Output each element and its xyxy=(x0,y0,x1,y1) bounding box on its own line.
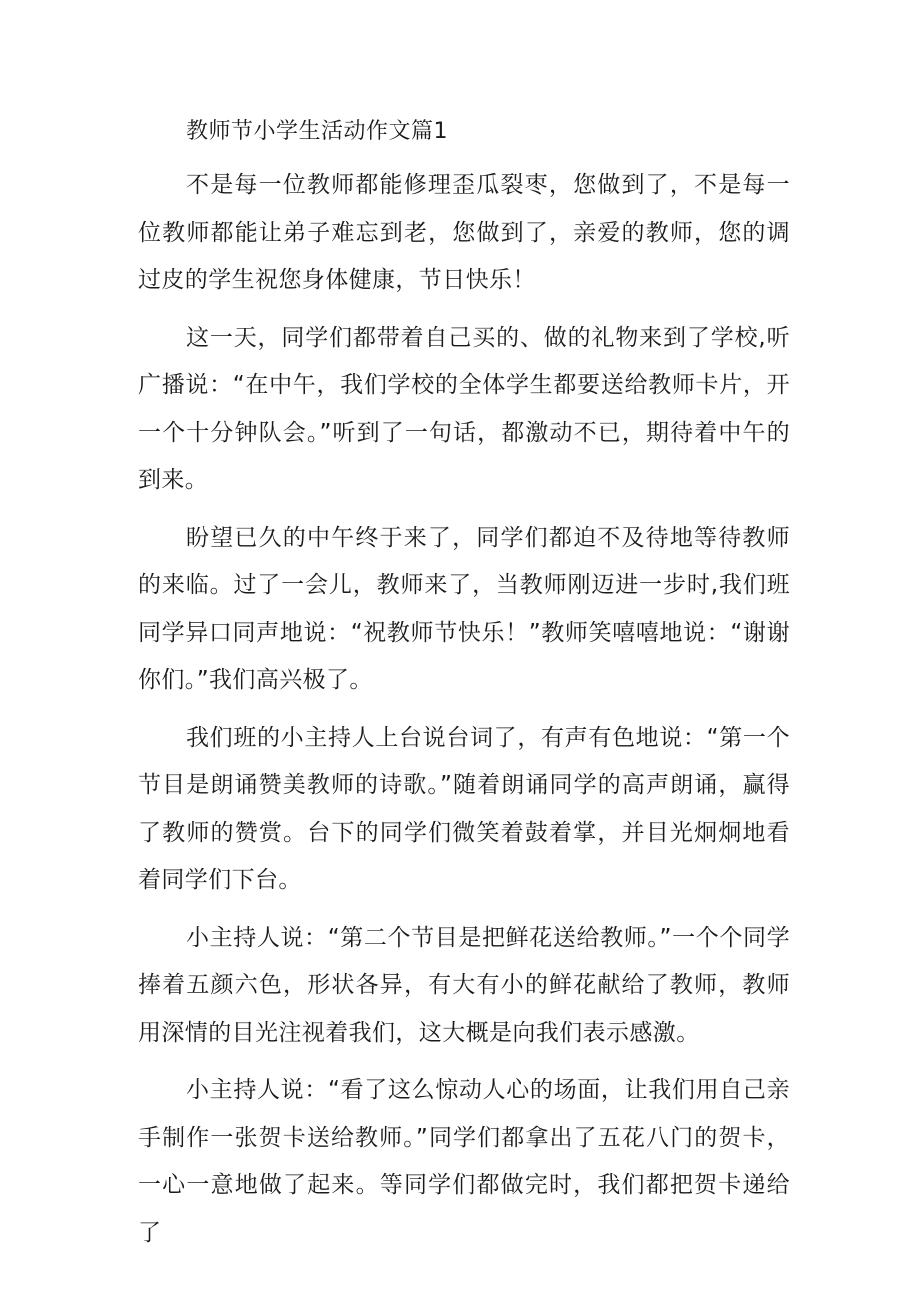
paragraph-1: 不是每一位教师都能修理歪瓜裂枣，您做到了，不是每一位教师都能让弟子难忘到老，您做到了，亲爱的教师，您的调过皮的学生祝您身体健康，节日快乐！ xyxy=(138,172,790,293)
paragraph-5: 小主持人说：“第二个节目是把鲜花送给教师。”一个个同学捧着五颜六色，形状各异，有大有小的鲜花献给了教师，教师用深情的目光注视着我们，这大概是向我们表示感激。 xyxy=(138,924,790,1046)
paragraph-6: 小主持人说：“看了这么惊动人心的场面，让我们用自己亲手制作一张贺卡送给教师。”同学们都拿出了五花八门的贺卡，一心一意地做了起来。等同学们都做完时，我们都把贺卡递给了 xyxy=(138,1077,790,1246)
document-body xyxy=(138,110,790,1267)
paragraph-2: 这一天，同学们都带着自己买的、做的礼物来到了学校,听广播说：“在中午，我们学校的全体学生都要送给教师卡片，开一个十分钟队会。”听到了一句话，都激动不已，期待着中午的到来。 xyxy=(138,324,790,493)
paragraph-4: 我们班的小主持人上台说台词了，有声有色地说：“第一个节目是朗诵赞美教师的诗歌。”随着朗诵同学的高声朗诵，赢得了教师的赞赏。台下的同学们微笑着鼓着掌，并目光炯炯地看着同学们下台。 xyxy=(138,724,790,893)
paragraph-3: 盼望已久的中午终于来了，同学们都迫不及待地等待教师的来临。过了一会儿，教师来了，当教师刚迈进一步时,我们班同学异口同声地说：“祝教师节快乐！”教师笑嘻嘻地说：“谢谢你们。”我们高兴极了。 xyxy=(138,524,790,693)
document-title: 教师节小学生活动作文篇1 xyxy=(186,119,448,144)
